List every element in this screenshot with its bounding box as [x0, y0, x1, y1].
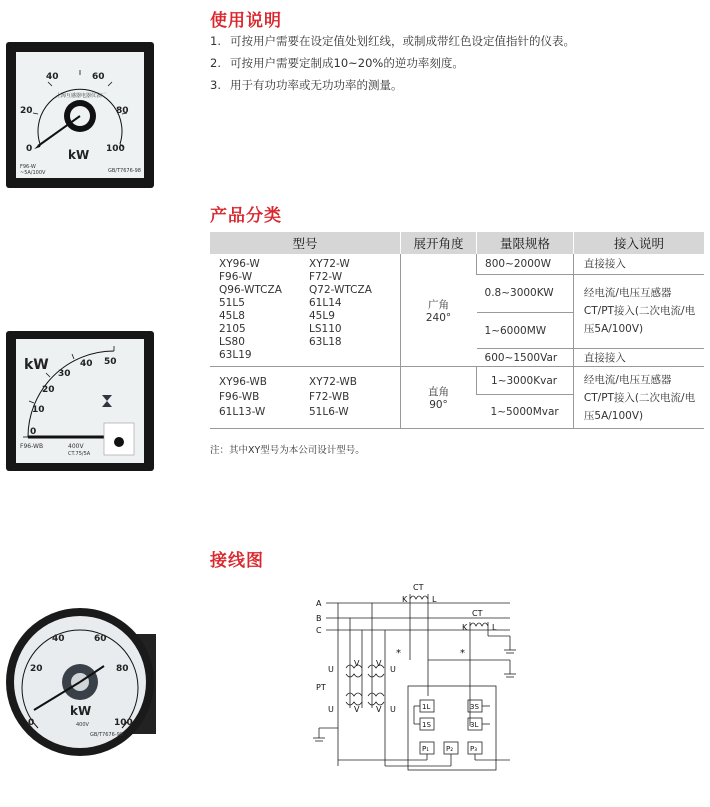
range-cell: 0.8~3000KW: [477, 274, 574, 313]
pt-u-bottom-right: U: [390, 705, 396, 714]
usage-item-num: 3.: [210, 78, 221, 92]
pt-u-right: U: [390, 665, 396, 674]
meter1-scale-60: 60: [92, 72, 105, 82]
meter3-scale-0: 0: [28, 718, 35, 728]
meter1-scale-100: 100: [106, 144, 125, 154]
pt-v3: V: [354, 705, 360, 714]
meter3-scale-100: 100: [114, 718, 133, 728]
meter1-scale-0: 0: [26, 144, 33, 154]
ct1-l: L: [432, 595, 437, 604]
polarity-star-2: *: [460, 648, 465, 659]
header-angle: 展开角度: [401, 232, 477, 254]
angle-value: 90°: [429, 399, 448, 411]
ct1-k: K: [402, 595, 408, 604]
usage-item-num: 1.: [210, 34, 221, 48]
usage-item-text: 用于有功功率或无功功率的测量。: [230, 78, 403, 92]
model-cell: XY96-WB: [219, 376, 267, 388]
usage-title: 使用说明: [210, 11, 282, 31]
pt-v4: V: [376, 705, 382, 714]
model-cell: F72-WB: [309, 391, 350, 403]
meter3-unit: kW: [70, 704, 92, 718]
model-cell: 45L8: [219, 310, 245, 322]
usage-list: [210, 30, 575, 96]
group2-models: [210, 367, 401, 429]
connection-cell: 直接接入: [573, 349, 704, 367]
model-cell: XY72-W: [309, 258, 350, 270]
meter1-scale-20: 20: [20, 106, 33, 116]
range-cell: 1~6000MW: [477, 313, 574, 349]
model-cell: F72-W: [309, 271, 343, 283]
header-range: 量限规格: [477, 232, 574, 254]
classification-title: 产品分类: [210, 206, 282, 226]
model-cell: F96-W: [219, 271, 253, 283]
wiring-title: 接线图: [210, 551, 264, 571]
usage-item-text: 可按用户需要定制成10~20%的逆功率刻度。: [230, 56, 464, 70]
meter1-rating: ~5A/100V: [20, 170, 46, 176]
wiring-diagram: [310, 578, 530, 774]
phase-c-label: C: [316, 626, 322, 635]
meter3-scale-20: 20: [30, 664, 43, 674]
usage-item-text: 可按用户需要在设定值处划红线，或制成带红色设定值指针的仪表。: [230, 34, 575, 48]
meter2-spec: CT.75/5A: [68, 451, 91, 457]
usage-item: [210, 52, 575, 74]
ct1-label: CT: [413, 583, 424, 592]
model-cell: Q72-WTCZA: [309, 284, 372, 296]
header-model: 型号: [210, 232, 401, 254]
ct2-k: K: [462, 623, 468, 632]
model-cell: 61L13-W: [219, 406, 266, 418]
model-cell: LS110: [309, 323, 342, 335]
model-cell: 51L5: [219, 297, 245, 309]
usage-item: [210, 30, 575, 52]
meter3-scale-40: 40: [52, 634, 65, 644]
meter3-scale-80: 80: [116, 664, 129, 674]
model-cell: LS80: [219, 336, 245, 348]
meter1-factory: 上海互感器电器仪表厂: [56, 93, 107, 99]
terminal-3l: 3L: [470, 721, 479, 729]
model-cell: 51L6-W: [309, 406, 349, 418]
phase-b-label: B: [316, 614, 322, 623]
terminal-p2: P₂: [446, 745, 454, 753]
meter2-scale-50: 50: [104, 357, 117, 367]
meter3-scale-60: 60: [94, 634, 107, 644]
range-cell: 1~5000Mvar: [477, 395, 574, 429]
meter2-unit: kW: [24, 357, 49, 373]
terminal-3s: 3S: [470, 703, 479, 711]
meter2-scale-0: 0: [30, 427, 37, 437]
phase-a-label: A: [316, 599, 322, 608]
meter2-scale-30: 30: [58, 369, 71, 379]
model-cell: F96-WB: [219, 391, 260, 403]
pt-v1: V: [354, 659, 360, 668]
usage-item: [210, 74, 575, 96]
usage-item-num: 2.: [210, 56, 221, 70]
terminal-p3: P₃: [470, 745, 478, 753]
table-row: [210, 254, 704, 274]
connection-cell: 经电流/电压互感器CT/PT接入(二次电流/电压5A/100V): [573, 274, 704, 349]
ct2-label: CT: [472, 609, 483, 618]
model-cell: 45L9: [309, 310, 335, 322]
group1-angle: [401, 254, 477, 367]
meter-image-round: [6, 604, 166, 764]
meter3-dial: [6, 604, 166, 764]
meter3-voltage: 400V: [76, 722, 89, 728]
connection-cell: 经电流/电压互感器CT/PT接入(二次电流/电压5A/100V): [573, 367, 704, 429]
table-row: [210, 367, 704, 395]
group1-models: [210, 254, 401, 367]
model-cell: 61L14: [309, 297, 342, 309]
group2-angle: [401, 367, 477, 429]
terminal-1l: 1L: [422, 703, 431, 711]
meter2-voltage: 400V: [68, 443, 84, 450]
model-cell: 63L19: [219, 349, 252, 361]
terminal-p1: P₁: [422, 745, 430, 753]
model-cell: 63L18: [309, 336, 342, 348]
meter1-model: F96-W: [20, 164, 36, 170]
range-cell: 1~3000Kvar: [477, 367, 574, 395]
meter1-unit: kW: [68, 148, 90, 162]
meter2-scale-20: 20: [42, 385, 55, 395]
pt-u-top: U: [328, 665, 334, 674]
meter-image-right-angle: [6, 331, 154, 471]
ct2-l: L: [492, 623, 497, 632]
header-connection: 接入说明: [573, 232, 704, 254]
meter3-spec: GB/T7676-98: [90, 732, 123, 738]
connection-cell: 直接接入: [573, 254, 704, 274]
pt-v2: V: [376, 659, 382, 668]
product-table: [210, 232, 704, 429]
terminal-1s: 1S: [422, 721, 431, 729]
meter1-spec: GB/T7676-98: [108, 168, 141, 174]
pt-u-bottom: U: [328, 705, 334, 714]
table-header-row: [210, 232, 704, 254]
angle-value: 240°: [425, 311, 452, 324]
range-cell: 600~1500Var: [477, 349, 574, 367]
meter1-scale-80: 80: [116, 106, 129, 116]
angle-name: 广角: [428, 298, 449, 311]
range-cell: 800~2000W: [477, 254, 574, 274]
meter2-scale-40: 40: [80, 359, 93, 369]
meter-image-wide-angle: [6, 42, 154, 188]
model-cell: XY72-WB: [309, 376, 357, 388]
polarity-star-1: *: [396, 648, 401, 659]
meter1-scale-40: 40: [46, 72, 59, 82]
meter2-model: F96-WB: [20, 443, 44, 450]
angle-name: 直角: [428, 386, 449, 398]
model-cell: Q96-WTCZA: [219, 284, 282, 296]
model-cell: XY96-W: [219, 258, 260, 270]
model-cell: 2105: [219, 323, 246, 335]
pt-label: PT: [316, 683, 326, 692]
meter2-scale-10: 10: [32, 405, 45, 415]
table-note: 注：其中XY型号为本公司设计型号。: [210, 445, 365, 456]
